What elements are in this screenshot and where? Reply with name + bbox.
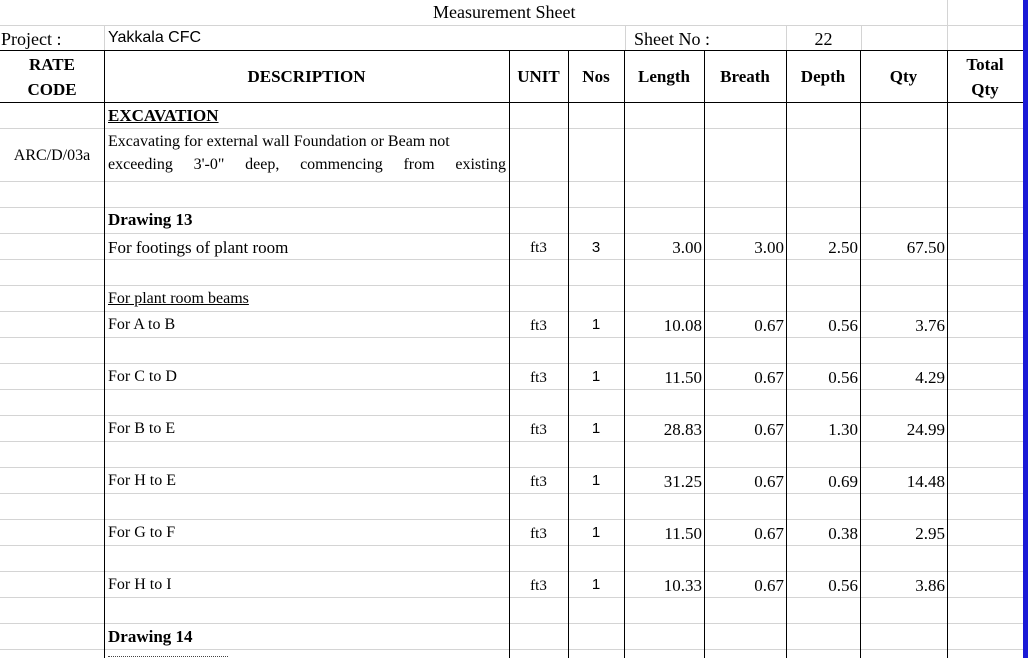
gridline bbox=[0, 467, 1023, 468]
gridline bbox=[0, 337, 1023, 338]
sheet-no-label: Sheet No : bbox=[634, 29, 710, 49]
gridline bbox=[0, 389, 1023, 390]
row-unit: ft3 bbox=[530, 318, 547, 334]
row-description: For H to E bbox=[108, 472, 176, 489]
row-breath: 0.67 bbox=[754, 472, 784, 491]
section-heading[interactable]: EXCAVATION bbox=[108, 106, 219, 125]
row-nos: 3 bbox=[591, 239, 601, 256]
description-cell[interactable] bbox=[108, 130, 506, 180]
gridline bbox=[0, 545, 1023, 546]
column-border bbox=[947, 50, 948, 658]
header-length: Length bbox=[638, 67, 690, 86]
row-description: For footings of plant room bbox=[108, 238, 289, 257]
gridline bbox=[0, 519, 1023, 520]
row-depth: 2.50 bbox=[828, 238, 858, 257]
row-length: 31.25 bbox=[663, 472, 702, 491]
row-unit: ft3 bbox=[530, 578, 547, 594]
row-depth: 0.38 bbox=[828, 524, 858, 543]
row-nos: 1 bbox=[591, 472, 601, 489]
gridline bbox=[0, 25, 1023, 26]
header-breath: Breath bbox=[720, 67, 770, 86]
gridline bbox=[0, 259, 1023, 260]
gridline bbox=[861, 25, 862, 50]
row-qty: 3.86 bbox=[915, 576, 945, 595]
drawing-13-label[interactable]: Drawing 13 bbox=[108, 210, 193, 229]
row-nos: 1 bbox=[591, 316, 601, 333]
row-nos: 1 bbox=[591, 420, 601, 437]
header-unit: UNIT bbox=[517, 67, 560, 86]
row-unit: ft3 bbox=[530, 370, 547, 386]
header-total-qty-line1: Total bbox=[966, 55, 1004, 74]
header-depth: Depth bbox=[800, 67, 846, 86]
gridline bbox=[0, 181, 1023, 182]
row-depth: 1.30 bbox=[828, 420, 858, 439]
gridline bbox=[0, 415, 1023, 416]
row-unit: ft3 bbox=[530, 422, 547, 438]
header-rate-code-line2: CODE bbox=[27, 80, 77, 99]
row-breath: 0.67 bbox=[754, 576, 784, 595]
row-qty: 2.95 bbox=[915, 524, 945, 543]
row-length: 10.08 bbox=[663, 316, 702, 335]
drawing-14-label[interactable]: Drawing 14 bbox=[108, 627, 193, 646]
row-description: For H to I bbox=[108, 576, 172, 593]
gridline bbox=[625, 25, 626, 50]
row-length: 11.50 bbox=[664, 368, 702, 387]
row-unit: ft3 bbox=[530, 240, 547, 256]
column-border bbox=[568, 50, 569, 658]
gridline bbox=[0, 623, 1023, 624]
window-edge bbox=[1023, 0, 1028, 658]
row-nos: 1 bbox=[591, 368, 601, 385]
header-qty: Qty bbox=[889, 67, 918, 86]
sheet-no-value[interactable]: 22 bbox=[814, 29, 833, 49]
gridline bbox=[0, 311, 1023, 312]
header-top-border bbox=[0, 50, 1023, 51]
cut-off-row-description bbox=[108, 654, 238, 658]
row-qty: 3.76 bbox=[915, 316, 945, 335]
row-qty: 24.99 bbox=[906, 420, 945, 439]
description-line-1: Excavating for external wall Foundation or Beam not bbox=[108, 133, 450, 150]
gridline bbox=[0, 207, 1023, 208]
gridline bbox=[0, 649, 1023, 650]
header-bottom-border bbox=[0, 102, 1023, 103]
row-depth: 0.56 bbox=[828, 316, 858, 335]
column-border bbox=[860, 50, 861, 658]
row-description: For A to B bbox=[108, 316, 176, 333]
row-depth: 0.56 bbox=[828, 368, 858, 387]
row-length: 3.00 bbox=[672, 238, 702, 257]
rate-code-cell[interactable]: ARC/D/03a bbox=[13, 147, 91, 164]
row-description: For B to E bbox=[108, 420, 176, 437]
gridline bbox=[0, 571, 1023, 572]
header-nos: Nos bbox=[582, 67, 610, 86]
sheet-title: Measurement Sheet bbox=[433, 2, 576, 22]
row-unit: ft3 bbox=[530, 526, 547, 542]
column-border bbox=[624, 50, 625, 658]
gridline bbox=[0, 128, 1023, 129]
project-name-cell[interactable]: Yakkala CFC bbox=[108, 29, 202, 46]
gridline bbox=[104, 25, 105, 50]
row-nos: 1 bbox=[591, 524, 601, 541]
header-total-qty-line2: Qty bbox=[971, 80, 999, 99]
gridline bbox=[947, 0, 948, 50]
row-breath: 0.67 bbox=[754, 368, 784, 387]
row-length: 11.50 bbox=[664, 524, 702, 543]
row-depth: 0.56 bbox=[828, 576, 858, 595]
column-border bbox=[509, 50, 510, 658]
row-length: 10.33 bbox=[663, 576, 702, 595]
row-qty: 67.50 bbox=[906, 238, 945, 257]
gridline bbox=[0, 493, 1023, 494]
row-depth: 0.69 bbox=[828, 472, 858, 491]
row-description: For C to D bbox=[108, 368, 177, 385]
row-nos: 1 bbox=[591, 576, 601, 593]
gridline bbox=[0, 363, 1023, 364]
row-qty: 14.48 bbox=[906, 472, 945, 491]
gridline bbox=[0, 233, 1023, 234]
row-breath: 3.00 bbox=[754, 238, 784, 257]
row-breath: 0.67 bbox=[754, 316, 784, 335]
description-line-2: exceeding 3'-0" deep, commencing from existing bbox=[108, 156, 506, 173]
project-label: Project : bbox=[1, 29, 62, 49]
column-border bbox=[704, 50, 705, 658]
row-description: For G to F bbox=[108, 524, 176, 541]
row-breath: 0.67 bbox=[754, 420, 784, 439]
row-unit: ft3 bbox=[530, 474, 547, 490]
row-qty: 4.29 bbox=[915, 368, 945, 387]
gridline bbox=[0, 597, 1023, 598]
column-border bbox=[104, 50, 105, 658]
header-description: DESCRIPTION bbox=[247, 67, 366, 86]
beams-heading[interactable]: For plant room beams bbox=[108, 290, 249, 307]
row-breath: 0.67 bbox=[754, 524, 784, 543]
gridline bbox=[0, 441, 1023, 442]
header-rate-code-line1: RATE bbox=[29, 55, 75, 74]
column-border bbox=[786, 50, 787, 658]
row-length: 28.83 bbox=[663, 420, 702, 439]
gridline bbox=[0, 285, 1023, 286]
